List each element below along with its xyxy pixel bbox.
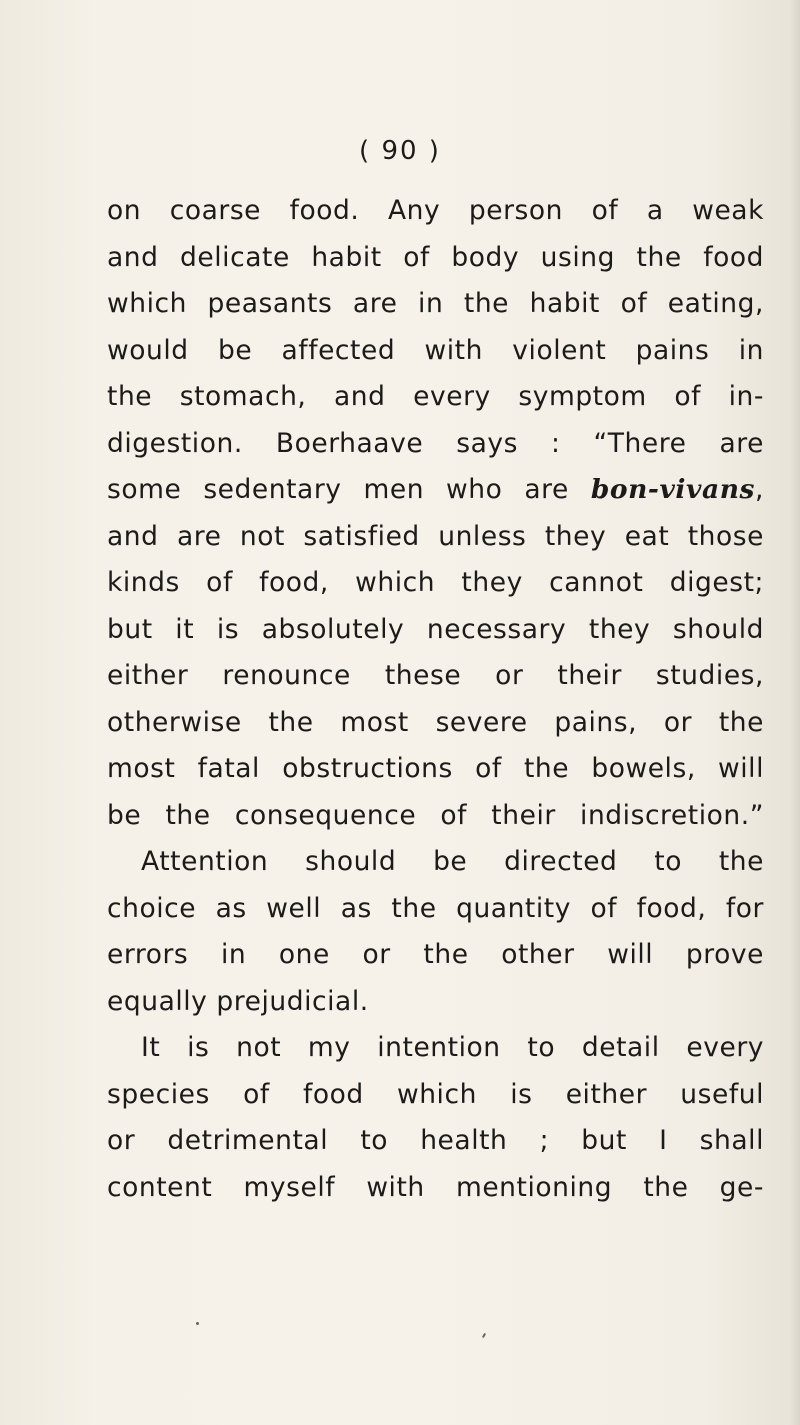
text-line: Attention should be directed to the	[141, 846, 764, 877]
text-line: on coarse food. Any person of a weak	[107, 195, 764, 226]
text-line: would be affected with violent pains in	[107, 334, 764, 366]
text-line: species of food which is either useful	[107, 1078, 764, 1110]
paper-speck	[196, 1322, 199, 1325]
text-line: most fatal obstructions of the bowels, will	[107, 753, 764, 784]
paper-speck	[482, 1333, 486, 1338]
text-line: but it is absolutely necessary they should	[107, 613, 764, 645]
body-text	[107, 188, 764, 1211]
text-line: It is not my intention to detail every	[141, 1032, 764, 1063]
text-line: content myself with mentioning the ge-	[107, 1171, 764, 1203]
text-segment: some sedentary men who are	[107, 474, 591, 505]
text-line: or detrimental to health ; but I shall	[107, 1125, 764, 1156]
text-line: either renounce these or their studies,	[107, 660, 764, 691]
text-line: equally prejudicial.	[107, 985, 369, 1017]
text-line: choice as well as the quantity of food, for	[107, 892, 764, 924]
text-line: be the consequence of their indiscretion.”	[107, 799, 764, 831]
text-line: which peasants are in the habit of eating,	[107, 288, 764, 319]
text-line: digestion. Boerhaave says : “There are	[107, 427, 764, 459]
text-line: kinds of food, which they cannot digest;	[107, 567, 764, 598]
page-edge-shadow	[790, 0, 800, 1425]
text-line: and delicate habit of body using the food	[107, 241, 764, 273]
text-line	[107, 467, 764, 514]
text-line: the stomach, and every symptom of in-	[107, 381, 764, 412]
text-line: otherwise the most severe pains, or the	[107, 706, 764, 738]
page-number: ( 90 )	[359, 136, 441, 166]
italic-term: bon-vivans	[590, 474, 756, 505]
text-line: errors in one or the other will prove	[107, 939, 764, 970]
text-line: and are not satisfied unless they eat those	[107, 520, 764, 552]
text-segment: ,	[755, 474, 764, 505]
